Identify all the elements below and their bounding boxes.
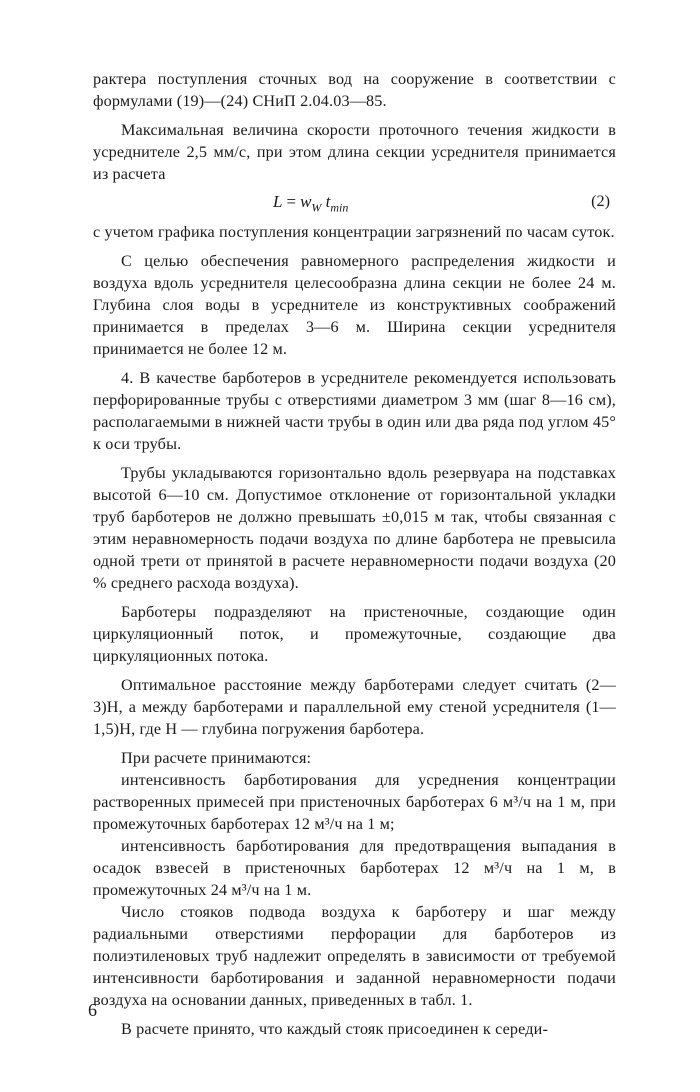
paragraph-flow-velocity: Максимальная величина скорости проточного течения жидкости в усреднителе 2,5 мм/с, при этом длина секции усреднителя принимается из расчета bbox=[93, 121, 616, 183]
paragraph-optimal-distance: Оптимальное расстояние между барботерами следует считать (2—3)H, а между барботерами и параллельной ему стеной усреднителя (1—1,5)H, где H — глубина погружения барботера. bbox=[93, 676, 616, 738]
page-body bbox=[93, 68, 616, 1040]
formula-number: (2) bbox=[591, 192, 610, 210]
paragraph-continuation: рактера поступления сточных вод на сооружение в соответствии с формулами (19)—(24) СНиП 2.04.03—85. bbox=[93, 70, 616, 110]
paragraph-bubblers: 4. В качестве барботеров в усреднителе рекомендуется использовать перфорированные трубы с отверстиями диаметром 3 мм (шаг 8—16 см), располагаемыми в нижней части трубы в один или два ряда под углом 45° к оси трубы. bbox=[93, 369, 616, 453]
paragraph-schedule: с учетом графика поступления концентрации загрязнений по часам суток. bbox=[93, 223, 615, 241]
page-number: 6 bbox=[88, 1000, 97, 1020]
formula-section-length: $L = w_W$ $t_{min}$ bbox=[273, 192, 349, 215]
paragraph-risers: Число стояков подвода воздуха к барботеру и шаг между радиальными отверстиями перфорации для барботеров из полиэтиленовых труб надлежит определять в зависимости от требуемой интенсивности барботирования и заданной неравномерности подачи воздуха на основании данных, приведенных в табл. 1. bbox=[93, 903, 616, 1009]
paragraph-pipe-laying: Трубы укладываются горизонтально вдоль резервуара на подставках высотой 6—10 см. Допустимое отклонение от горизонтальной укладки труб барботеров не должно превышать ±0,015 м так, чтобы связанная с этим неравномерность подачи воздуха по длине барботера не превысила одной трети от принятой в расчете неравномерности подачи воздуха (20 % среднего расхода воздуха). bbox=[93, 464, 616, 592]
formula-row bbox=[93, 187, 616, 221]
paragraph-riser-connection: В расчете принято, что каждый стояк присоединен к середи- bbox=[121, 1020, 549, 1038]
paragraph-section-dimensions: С целью обеспечения равномерного распределения жидкости и воздуха вдоль усреднителя целесообразна длина секции не более 24 м. Глубина слоя воды в усреднителе из конструктивных соображений принимается в пределах 3—6 м. Ширина секции усреднителя принимается не более 12 м. bbox=[93, 252, 616, 358]
paragraph-bubbler-types: Барботеры подразделяют на пристеночные, создающие один циркуляционный поток, и промежуточные, создающие два циркуляционных потока. bbox=[93, 603, 616, 665]
paragraph-intensity-sediment: интенсивность барботирования для предотвращения выпадания в осадок взвесей в пристеночных барботерах 12 м³/ч на 1 м, в промежуточных 24 м³/ч на 1 м. bbox=[93, 837, 616, 899]
paragraph-calculation-intro: При расчете принимаются: bbox=[121, 749, 312, 767]
paragraph-intensity-averaging: интенсивность барботирования для усреднения концентрации растворенных примесей при пристеночных барботерах 6 м³/ч на 1 м, при промежуточных барботерах 12 м³/ч на 1 м; bbox=[93, 771, 616, 833]
